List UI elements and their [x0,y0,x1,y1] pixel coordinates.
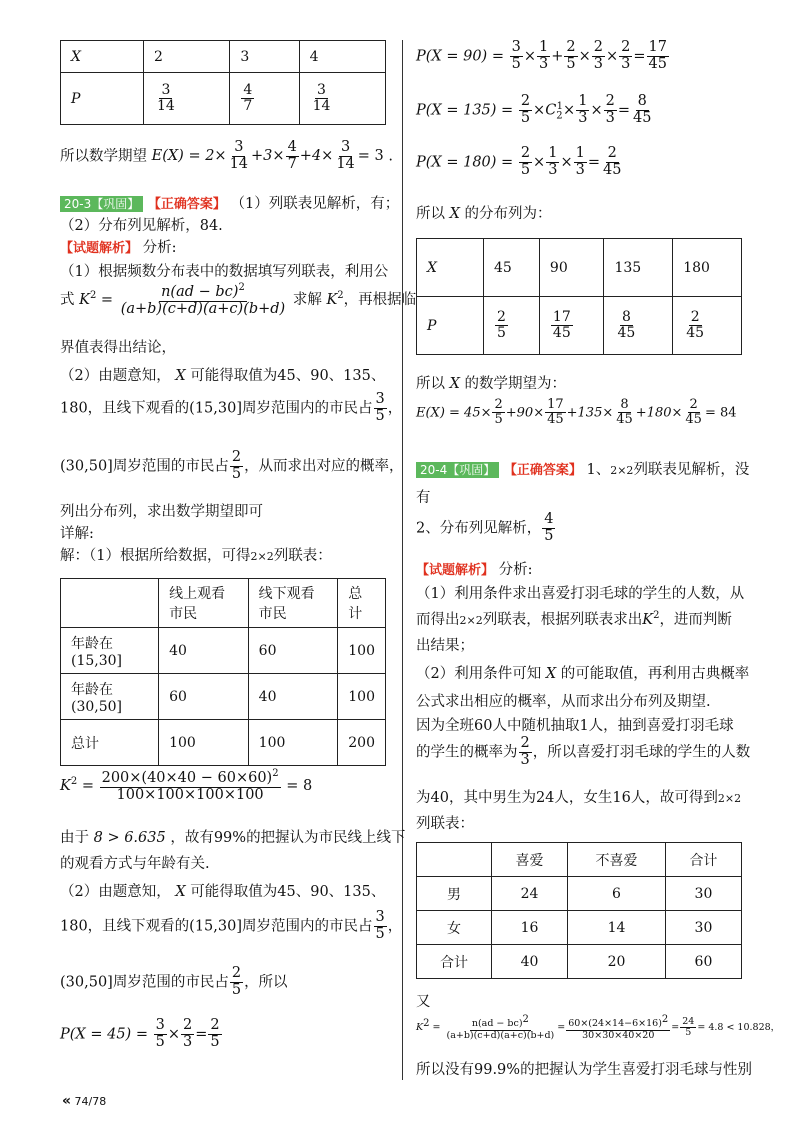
text: 2、分布列见解析， [416,520,542,537]
analysis-label: 【试题解析】 [416,563,495,578]
p135-formula: P(X = 135) = $\frac{2}{5}$ $\times C_2^1\times$ $\frac{1}{3}$ × $\frac{2}{3}$ = $\frac{8}{45}$ [416,93,652,126]
text: 式 [60,291,75,308]
table-cell: 合计 [665,843,741,877]
p90-formula: P(X = 90) = $\frac{3}{5}$ × $\frac{1}{3}$ + $\frac{2}{5}$ × $\frac{2}{3}$ × $\frac{2}{3}$ = $\frac{17}{45}$ [416,39,667,72]
text-line: 又 [416,994,431,1010]
answer-label: 【正确答案】 [503,463,582,478]
text-line: （1）利用条件求出喜爱打羽毛球的学生的人数，从 [416,586,745,602]
text-line: 180，且线下观看的(15,30]周岁范围内的市民占 $\frac{3}{5}$ ， [60,909,403,942]
double-chevron-left-icon: « [62,1093,72,1109]
table-cell: 100 [248,720,338,766]
text: ，再根据临 [343,291,417,308]
table-cell [417,843,492,877]
table-cell: 30 [665,911,741,945]
k2-formula-2: K2 = $\frac{n(ad - bc)2}{(a+b)(c+d)(a+c)(b+d)}$ = $\frac{60\times(24\times 14-6\times 16)2}{30\times 30\times 40\times 20}$ = $\frac{24}{5}$ = 4.8 < 10.828， [416,1014,781,1041]
text-line: 列联表： [416,816,474,832]
text-line: 为40，其中男生为24人，女生16人，故可得到2×2 [416,790,742,806]
text: 所以数学期望 [60,148,147,165]
table-cell: 100 [159,720,249,766]
text-line: (30,50]周岁范围的市民占 $\frac{2}{5}$ ，从而求出对应的概率， [60,449,404,482]
text-line: 界值表得出结论， [60,340,176,356]
text: （2）由题意知， [60,884,171,900]
distribution-table-2 [416,238,742,355]
table-cell: 男 [417,877,492,911]
text-line: 有 [416,490,431,506]
text: （2）由题意知， [60,368,171,384]
text: 求解 [292,291,322,308]
analysis-label: 【试题解析】 [60,241,139,256]
table-cell: 年龄在(30,50] [61,674,159,720]
table-cell: 线上观看市民 [159,579,249,628]
text-line: 所以 X 的分布列为： [416,206,552,222]
text-line: （2）分布列见解析，84. [60,218,223,234]
text: 180，且线下观看的(15,30]周岁范围内的市民占 [60,918,373,935]
text-line: 的观看方式与年龄有关. [60,856,210,872]
formula-line: 式 $K^2$ = $\frac{n(ad - bc)^2}{(a+b)(c+d)(a+c)(b+d)}$ 求解 $K^2$，再根据临 [60,282,417,317]
text-line: 2、分布列见解析， $\frac{4}{5}$ [416,511,554,544]
text: 的学生的概率为 [416,744,518,761]
text: 可能得取值为45、90、135、 [190,368,386,384]
table-cell: 40 [159,628,249,674]
text-line: (30,50]周岁范围的市民占 $\frac{2}{5}$ ，所以 [60,965,288,998]
text: ，所以 [244,974,288,991]
text-line: 180，且线下观看的(15,30]周岁范围内的市民占 $\frac{3}{5}$ ， [60,391,403,424]
table-cell: 180 [673,239,742,297]
text-line: （1）根据频数分布表中的数据填写列联表，利用公 [60,264,389,280]
text-line: （2）利用条件可知 X 的可能取值，再利用古典概率 [416,666,750,682]
table-cell: $\frac{3}{14}$ [299,73,385,125]
text-line: 出结果； [416,638,474,654]
table-cell: 30 [665,877,741,911]
expectation-line: 所以数学期望 E(X) = 2× $\frac{3}{14}$ +3× $\frac{4}{7}$ +4× $\frac{3}{14}$ = 3 . [60,139,393,172]
text: 分析: [142,240,177,256]
table-cell: $\frac{8}{45}$ [604,297,673,355]
table-cell: $\frac{3}{14}$ [144,73,230,125]
answer-line-20-4: 20-4【巩固】 【正确答案】 1、2×2列联表见解析，没 [416,458,749,479]
table-cell: 总计 [61,720,159,766]
table-cell: 20 [568,945,666,979]
section-tag: 20-4【巩固】 [416,462,499,478]
text: 而得出 [416,612,460,628]
text-line: （2）由题意知， X 可能得取值为45、90、135、 [60,368,386,384]
table-cell: $\frac{17}{45}$ [539,297,604,355]
text: 的数学期望为： [464,376,567,392]
answer-label: 【正确答案】 [147,197,226,212]
table-cell: 45 [484,239,540,297]
p180-formula: P(X = 180) = $\frac{2}{5}$ × $\frac{1}{3}$ × $\frac{1}{3}$ = $\frac{2}{45}$ [416,145,622,178]
table-cell: X [417,239,484,297]
text: 列联表见解析，没 [633,462,750,478]
table-cell: 60 [159,674,249,720]
table-cell: 线下观看市民 [248,579,338,628]
text-line: 公式求出相应的概率，从而求出分布列及期望. [416,694,711,710]
text: (30,50]周岁范围的市民占 [60,458,229,475]
text: 列联表： [273,548,332,564]
text: 可能得取值为45、90、135、 [190,884,386,900]
table-cell: 14 [568,911,666,945]
text: 的分布列为： [464,206,552,222]
table-cell: $\frac{4}{7}$ [230,73,299,125]
table-cell: 不喜爱 [568,843,666,877]
text: (30,50]周岁范围的市民占 [60,974,229,991]
text-line: 所以 X 的数学期望为： [416,376,567,392]
k2-formula: $K^2$ = $\frac{n(ad - bc)^2}{(a+b)(c+d)(a+c)(b+d)}$ [79,282,286,317]
text: 分析: [498,562,533,578]
text: ，故有 [170,830,214,846]
table-cell: 6 [568,877,666,911]
table-cell: 女 [417,911,492,945]
text-line: （2）由题意知， X 可能得取值为45、90、135、 [60,884,386,900]
text: ，从而求出对应的概率， [244,458,404,475]
text-line: 由于 8 > 6.635 ，故有99%的把握认为市民线上线下 [60,830,406,846]
text: 所以 [416,376,445,392]
text: 列联表，根据列联表求出 [482,612,643,628]
text: （1）列联表见解析，有； [230,196,400,212]
text: （2）利用条件可知 [416,666,542,682]
text: 的把握认为市民线上线下 [246,830,406,846]
text: 由于 [60,830,89,846]
table-cell: 2 [144,41,230,73]
text-line: 所以没有99.9%的把握认为学生喜爱打羽毛球与性别 [416,1062,753,1078]
table-cell: 60 [248,628,338,674]
table-cell: 总计 [338,579,386,628]
text: 的可能取值，再利用古典概率 [560,666,750,682]
page-number: 74/78 [74,1095,107,1108]
table-cell: 3 [230,41,299,73]
text: 1、 [586,462,611,478]
table-cell: 40 [248,674,338,720]
table-cell: 90 [539,239,604,297]
table-cell: 16 [492,911,568,945]
table-cell: 年龄在(15,30] [61,628,159,674]
k2-calculation: $K^2$ = $\frac{200\times(40\times 40 - 60\times 60)^2}{100\times 100\times 100\times 100}$ = 8 [60,768,313,803]
table-cell: P [61,73,144,125]
analysis-line [416,558,533,579]
table-cell: P [417,297,484,355]
text-line: 的学生的概率为 $\frac{2}{3}$ ，所以喜爱打羽毛球的学生的人数 [416,735,751,768]
table-cell [61,579,159,628]
text: ，所以喜爱打羽毛球的学生的人数 [532,744,751,761]
text-line: 而得出2×2列联表，根据列联表求出$K^2$，进而判断 [416,610,732,628]
contingency-table-2 [416,842,742,979]
section-tag: 20-3【巩固】 [60,196,143,212]
text: 为40，其中男生为24人，女生16人，故可得到 [416,790,718,806]
distribution-table-1 [60,40,386,125]
table-cell: 100 [338,628,386,674]
table-cell: X [61,41,144,73]
table-cell: 合计 [417,945,492,979]
text-line: 解：（1）根据所给数据，可得2×2列联表： [60,548,332,564]
text-line: 列出分布列，求出数学期望即可 [60,504,263,520]
table-cell: 4 [299,41,385,73]
text: 解：（1）根据所给数据，可得 [60,548,251,564]
text: 所以 [416,206,445,222]
table-cell: $\frac{2}{5}$ [484,297,540,355]
table-cell: 60 [665,945,741,979]
table-cell: $\frac{2}{45}$ [673,297,742,355]
table-cell: 喜爱 [492,843,568,877]
text-line: 因为全班60人中随机抽取1人，抽到喜爱打羽毛球 [416,718,734,734]
table-cell: 24 [492,877,568,911]
answer-line-20-3 [60,192,399,213]
text: 180，且线下观看的(15,30]周岁范围内的市民占 [60,400,373,417]
expectation-formula-2: E(X) = 45× $\frac{2}{5}$ +90× $\frac{17}{45}$ +135× $\frac{8}{45}$ +180× $\frac{2}{45}$ = 84 [416,397,737,428]
table-cell: 135 [604,239,673,297]
text-line: 详解: [60,526,94,542]
p45-formula: P(X = 45) = $\frac{3}{5}$ × $\frac{2}{3}$ = $\frac{2}{5}$ [60,1017,220,1050]
expectation-formula: E(X) = 2× $\frac{3}{14}$ +3× $\frac{4}{7}$ +4× $\frac{3}{14}$ = 3 [151,139,384,172]
table-cell: 200 [338,720,386,766]
page-footer [62,1093,106,1109]
text: ，进而判断 [659,612,732,628]
analysis-line [60,236,177,257]
table-cell: 40 [492,945,568,979]
contingency-table-1 [60,578,386,766]
table-cell: 100 [338,674,386,720]
